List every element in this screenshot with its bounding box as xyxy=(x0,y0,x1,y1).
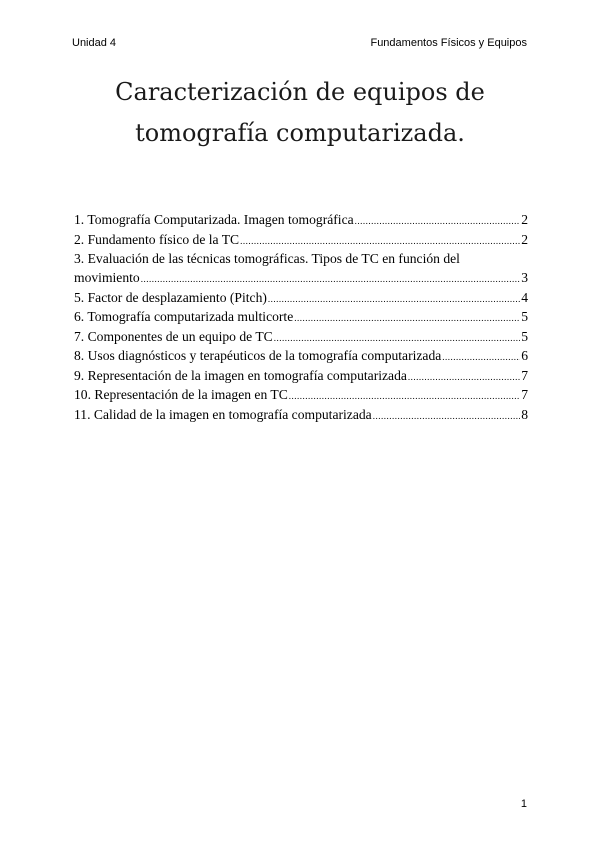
toc-entry-page: 8 xyxy=(521,406,528,422)
toc-entry-label: 1. Tomografía Computarizada. Imagen tomográfica xyxy=(74,212,354,227)
toc-entry-page: 2 xyxy=(521,212,528,227)
toc-entry[interactable] xyxy=(74,232,528,252)
toc-entry[interactable] xyxy=(74,329,528,349)
toc-entry-label: 8. Usos diagnósticos y terapéuticos de la tomografía computarizada xyxy=(74,348,442,363)
page-number: 1 xyxy=(520,798,527,810)
toc-entry-page: 6 xyxy=(521,348,528,363)
toc-leader-dots xyxy=(373,411,521,421)
toc-entry[interactable] xyxy=(74,290,528,310)
toc-leader-dots xyxy=(442,352,520,362)
toc-entry-page: 7 xyxy=(521,387,528,402)
toc-entry-label: 9. Representación de la imagen en tomografía computarizada xyxy=(74,367,407,383)
toc-entry-label: 10. Representación de la imagen en TC xyxy=(74,387,288,402)
toc-entry[interactable] xyxy=(74,251,528,290)
header-course: Fundamentos Físicos y Equipos xyxy=(370,37,527,49)
toc-entry-page: 5 xyxy=(521,309,528,324)
toc-entry-page: 7 xyxy=(521,367,528,383)
toc-leader-dots xyxy=(141,274,521,284)
toc-entry-label: 3. Evaluación de las técnicas tomográficas. Tipos de TC en función del xyxy=(74,251,460,266)
toc-entry[interactable] xyxy=(74,407,528,427)
toc-entry-page: 5 xyxy=(521,328,528,344)
toc-leader-dots xyxy=(408,372,520,382)
toc-entry-label: 2. Fundamento físico de la TC xyxy=(74,231,240,247)
toc-entry[interactable] xyxy=(74,309,528,329)
toc-entry-label: 7. Componentes de un equipo de TC xyxy=(74,328,273,344)
toc-leader-dots xyxy=(289,391,520,401)
toc-entry[interactable] xyxy=(74,387,528,407)
toc-entry-page: 2 xyxy=(521,231,528,247)
document-title xyxy=(72,72,528,154)
toc-entry-label: 6. Tomografía computarizada multicorte xyxy=(74,309,294,324)
toc-leader-dots xyxy=(355,216,521,226)
title-line-2: tomografía computarizada. xyxy=(135,119,465,147)
title-line-1: Caracterización de equipos de xyxy=(115,78,485,106)
toc-entry-label: 11. Calidad de la imagen en tomografía computarizada xyxy=(74,406,372,422)
toc-leader-dots xyxy=(268,294,520,304)
toc-entry[interactable] xyxy=(74,348,528,368)
header-unit: Unidad 4 xyxy=(72,37,117,49)
toc-entry-page: 4 xyxy=(521,289,528,305)
toc-entry-page: 3 xyxy=(521,270,528,285)
toc-leader-dots xyxy=(294,313,520,323)
table-of-contents xyxy=(74,212,528,426)
toc-entry[interactable] xyxy=(74,212,528,232)
toc-entry[interactable] xyxy=(74,368,528,388)
toc-leader-dots xyxy=(274,333,520,343)
toc-entry-label: 5. Factor de desplazamiento (Pitch) xyxy=(74,289,267,305)
toc-entry-label-continued: movimiento xyxy=(74,270,140,285)
toc-leader-dots xyxy=(240,236,520,246)
